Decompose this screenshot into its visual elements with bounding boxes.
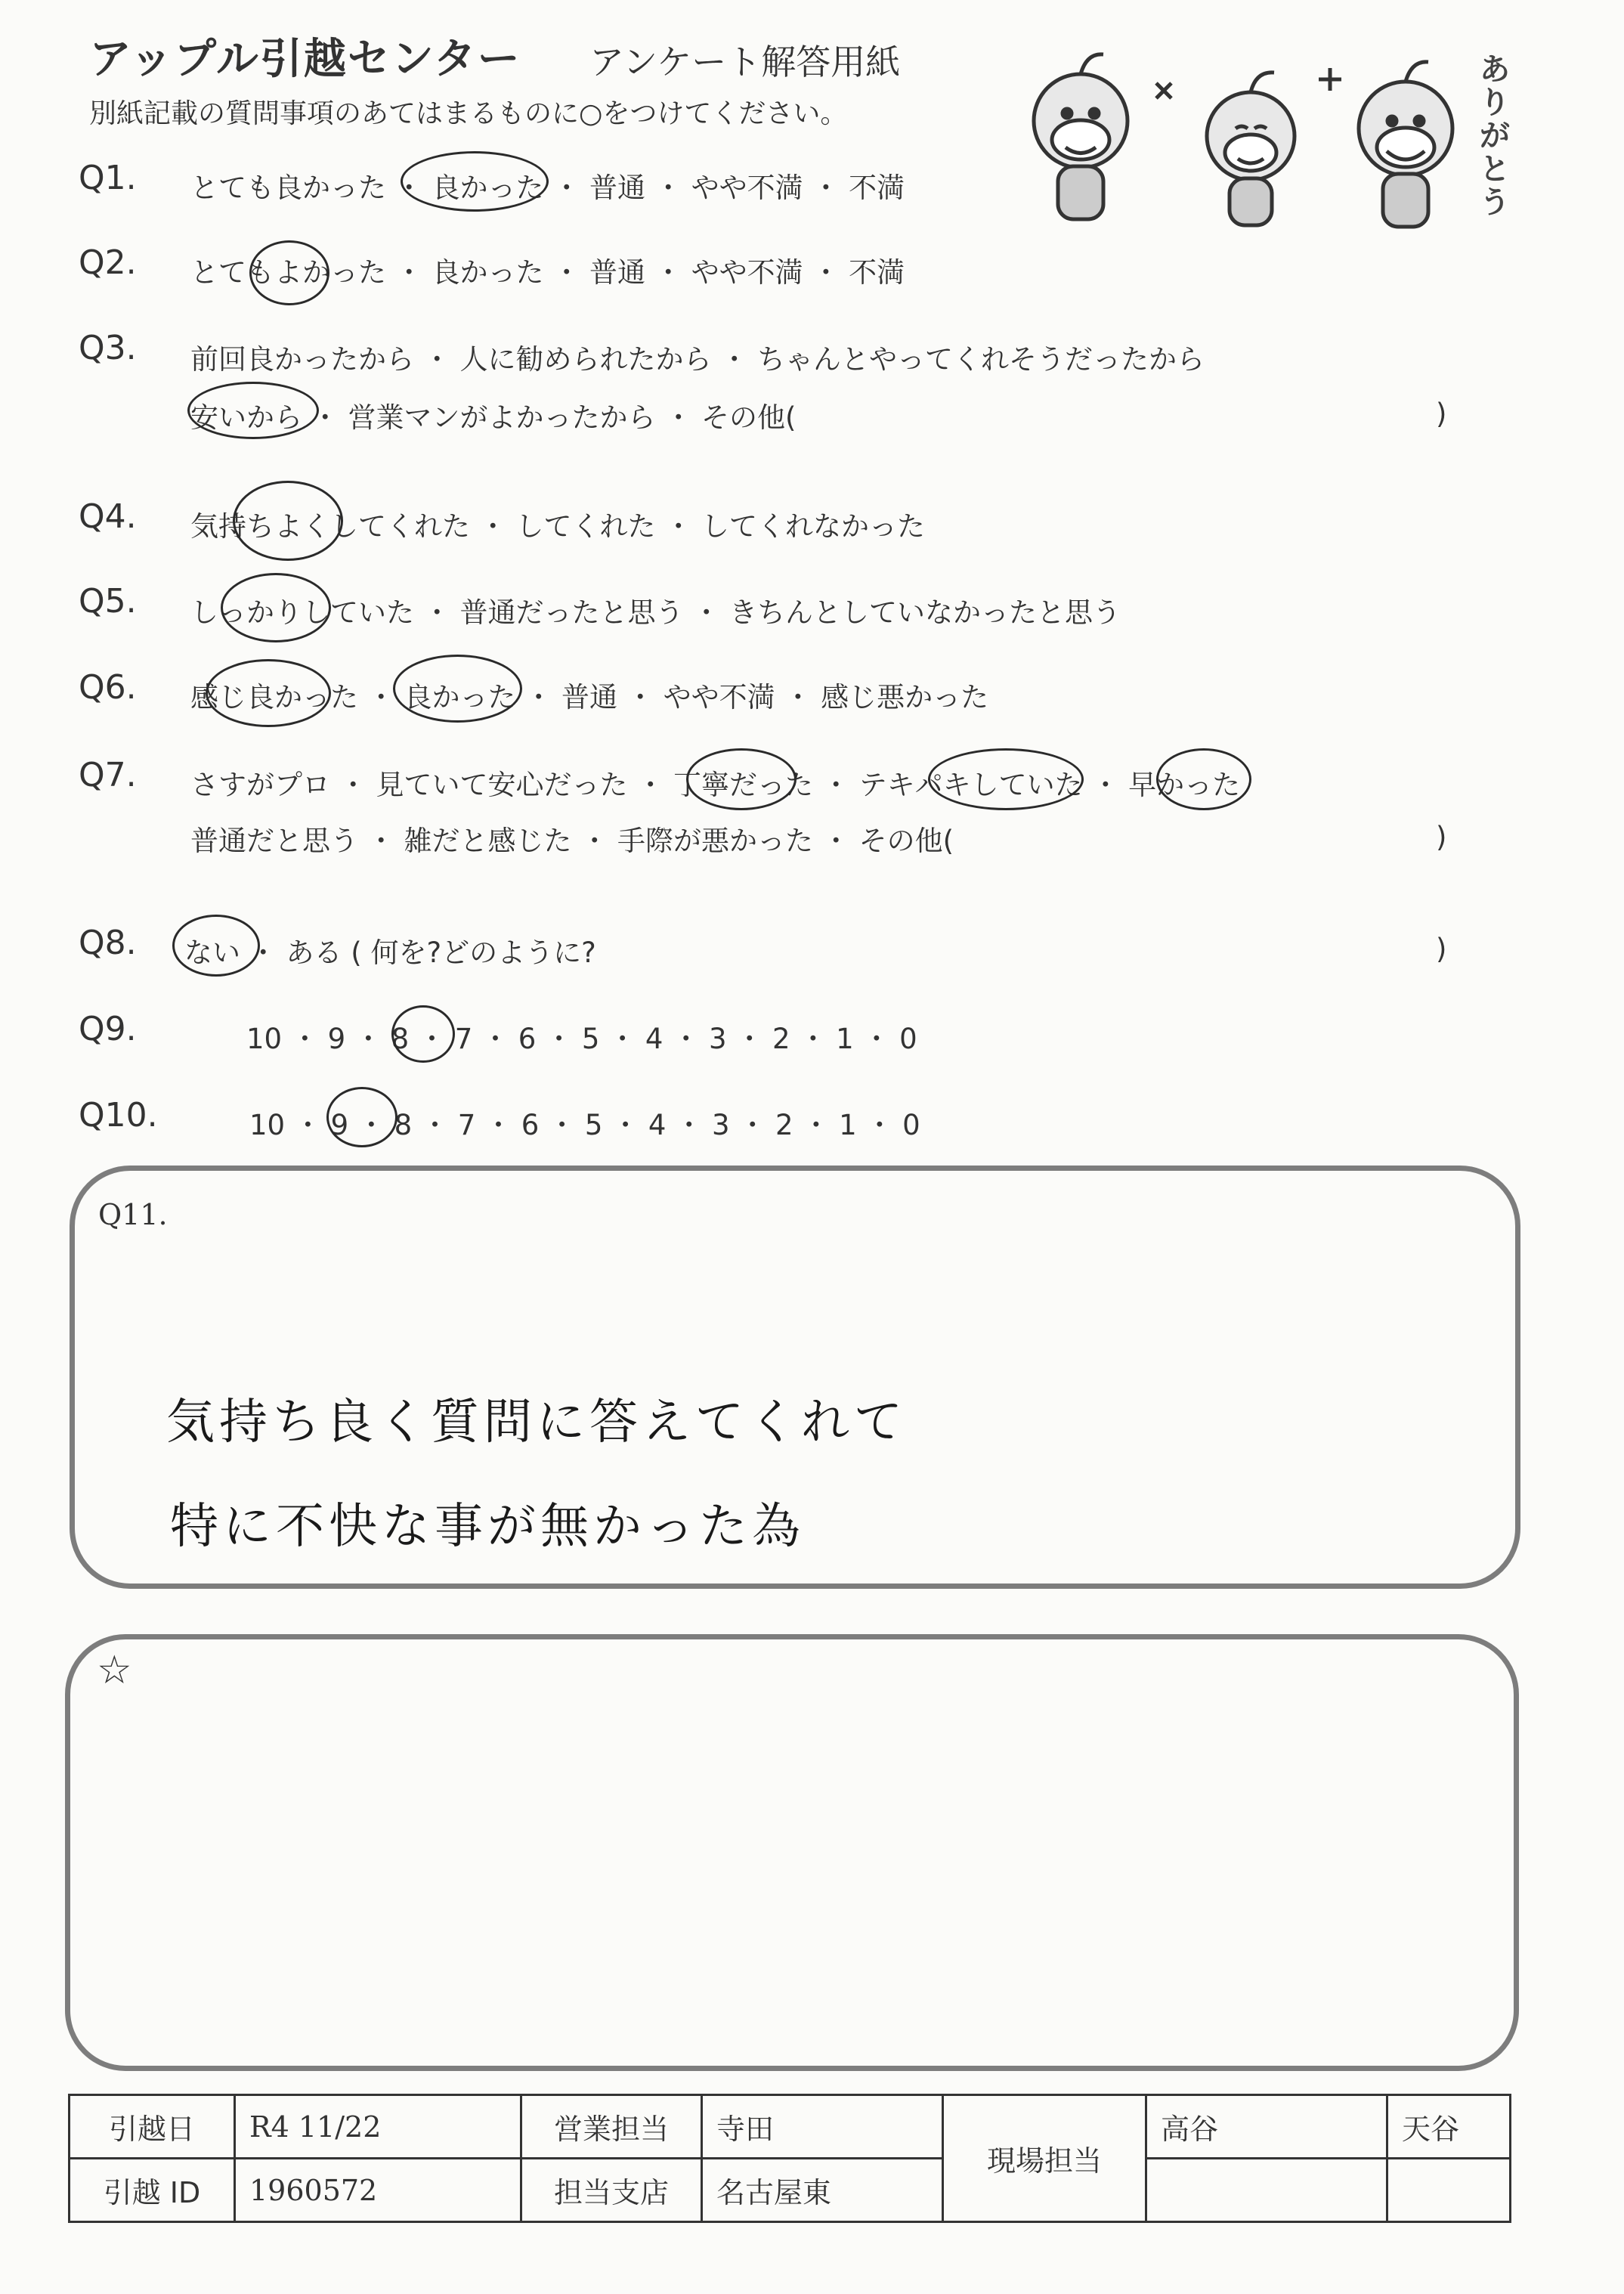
q2-options: とてもよかった ・ 良かった ・ 普通 ・ やや不満 ・ 不満 [190,256,905,289]
q1-options: とても良かった ・ 良かった ・ 普通 ・ やや不満 ・ 不満 [190,172,905,204]
q7-answer-circle-1 [686,748,797,810]
q3-answer-circle [187,382,319,439]
q11-handwritten-line2: 特に不快な事が無かった為 [170,1499,805,1555]
q5-label: Q5. [79,582,137,621]
q3-options-line1: 前回良かったから ・ 人に勧められたから ・ ちゃんとやってくれそうだったから [190,343,1205,376]
site-staff-blank-2 [1387,2159,1511,2222]
q7-options-line1: さすがプロ ・ 見ていて安心だった ・ 丁寧だった ・ テキパキしていた ・ 早かった [190,769,1241,801]
site-staff-1: 高谷 [1146,2095,1387,2159]
q7-answer-circle-2 [928,748,1084,810]
branch-value: 名古屋東 [702,2159,943,2222]
move-date-value: R4 11/22 [235,2095,521,2159]
tagline-text: ありがとう [1480,52,1510,220]
q2-label: Q2. [79,243,137,282]
move-date-label: 引越日 [70,2095,235,2159]
branch-label: 担当支店 [521,2159,702,2222]
mascot-monkeys-illustration [1005,38,1474,234]
instruction-text: 別紙記載の質問事項のあてはまるものに○をつけてください。 [89,98,848,129]
site-staff-2: 天谷 [1387,2095,1511,2159]
q4-options: 気持ちよくしてくれた ・ してくれた ・ してくれなかった [190,510,926,543]
q5-options: しっかりしていた ・ 普通だったと思う ・ きちんとしていなかったと思う [190,596,1121,629]
q9-label: Q9. [79,1010,137,1048]
q1-answer-circle [401,151,549,212]
q7-options-line2: 普通だと思う ・ 雑だと感じた ・ 手際が悪かった ・ その他( [190,825,954,857]
q8-answer-circle [172,915,260,977]
q3-label: Q3. [79,329,137,367]
q9-answer-circle [391,1005,455,1063]
q7-close-paren: ) [1436,821,1447,853]
q8-close-paren: ) [1436,933,1447,965]
q1-label: Q1. [79,159,137,197]
sales-rep-label: 営業担当 [521,2095,702,2159]
q3-close-paren: ) [1436,398,1447,430]
q2-answer-circle [249,240,329,305]
move-id-value: 1960572 [235,2159,521,2222]
q7-label: Q7. [79,756,137,794]
q4-answer-circle [233,481,343,561]
q11-label: Q11. [98,1198,168,1231]
q7-answer-circle-3 [1156,748,1251,810]
q4-label: Q4. [79,497,137,536]
move-info-table [68,2094,1511,2223]
form-title: アンケート解答用紙 [589,42,901,82]
site-staff-label: 現場担当 [943,2095,1146,2222]
q5-answer-circle [221,573,331,642]
q10-answer-circle [326,1087,397,1147]
q11-handwritten-line1: 気持ち良く質問に答えてくれて [166,1395,907,1450]
q6-label: Q6. [79,668,137,707]
q9-scale: 10 ・ 9 ・ 8 ・ 7 ・ 6 ・ 5 ・ 4 ・ 3 ・ 2 ・ 1 ・ 0 [246,1023,917,1055]
q8-options: ない ・ ある ( 何を?どのように? [184,936,596,969]
q6-answer-circle-1 [206,659,331,727]
sales-rep-value: 寺田 [702,2095,943,2159]
star-icon: ☆ [97,1648,132,1693]
q6-answer-circle-2 [393,655,522,723]
site-staff-blank-1 [1146,2159,1387,2222]
q10-label: Q10. [79,1096,158,1135]
q10-scale: 10 ・ 9 ・ 8 ・ 7 ・ 6 ・ 5 ・ 4 ・ 3 ・ 2 ・ 1 ・ 0 [249,1109,920,1141]
free-comment-box [65,1634,1519,2071]
q8-label: Q8. [79,924,137,962]
move-id-label: 引越 ID [70,2159,235,2222]
brand-title: アップル引越センター [89,35,521,84]
q6-options: 感じ良かった ・ 良かった ・ 普通 ・ やや不満 ・ 感じ悪かった [190,681,989,714]
q3-options-line2: 安いから ・ 営業マンがよかったから ・ その他( [190,401,797,434]
